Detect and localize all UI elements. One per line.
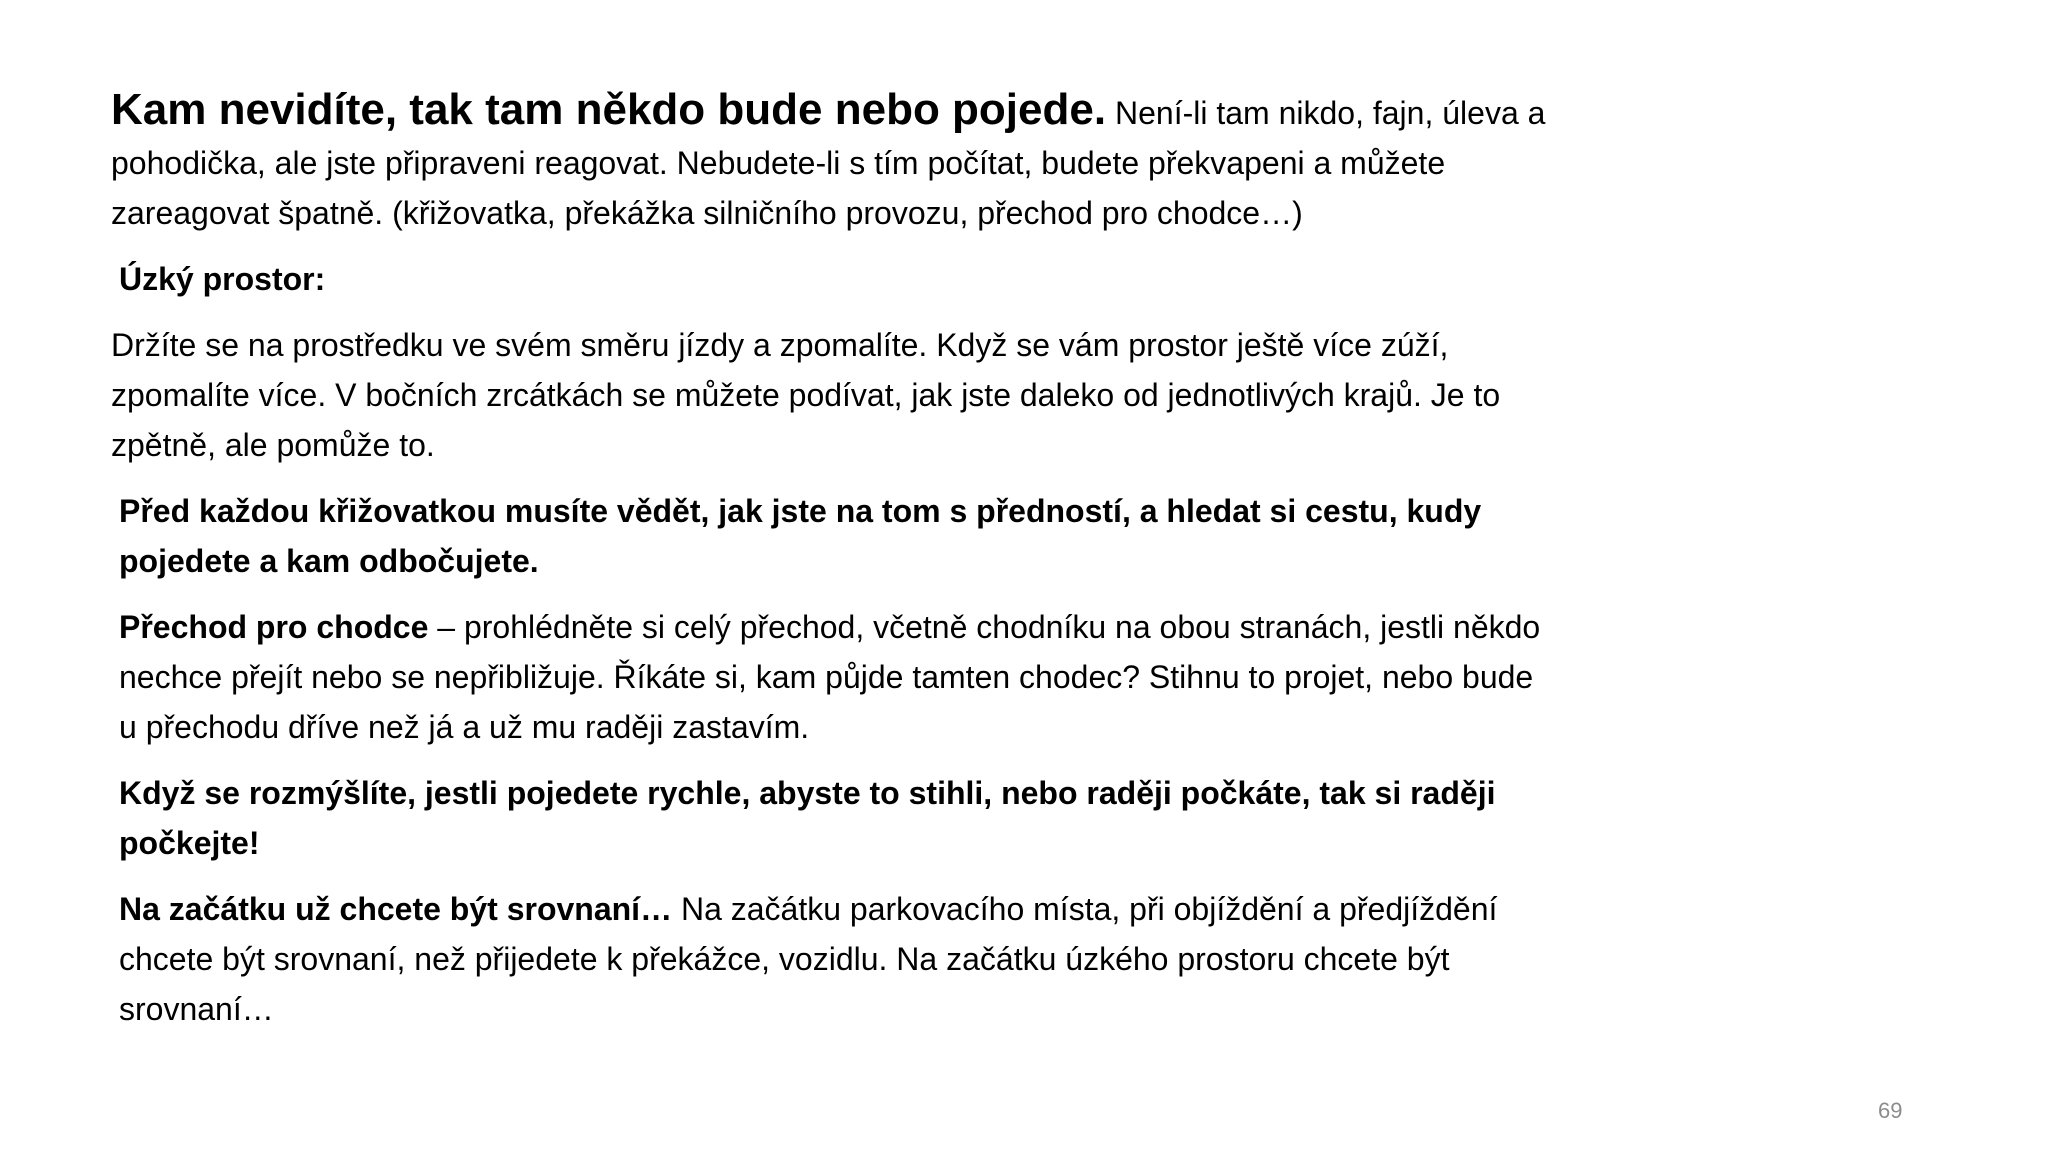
slide-content [111,85,1551,1050]
wait-paragraph: Když se rozmýšlíte, jestli pojedete rychle, abyste to stihli, nebo raději počkáte, tak si raději počkejte! [119,775,1496,861]
aligned-heading: Na začátku už chcete být srovnaní… [119,891,673,927]
pedestrian-crossing-text: – prohlédněte si celý přechod, včetně chodníku na obou stranách, jestli někdo nechce přejít nebo se nepřibližuje. Říkáte si, kam půjde tamten chodec? Stihnu to projet, nebo bude u přechodu dříve než já a už mu raději zastavím. [119,609,1541,745]
narrow-space-paragraph: Držíte se na prostředku ve svém směru jízdy a zpomalíte. Když se vám prostor ještě více zúží, zpomalíte více. V bočních zrcátkách se můžete podívat, jak jste daleko od jednotlivých krajů. Je to zpětně, ale pomůže to. [111,327,1501,463]
narrow-space-heading: Úzký prostor: [119,261,326,297]
blind-spots-heading: Kam nevidíte, tak tam někdo bude nebo pojede [111,85,1094,134]
intersection-paragraph: Před každou křižovatkou musíte vědět, jak jste na tom s předností, a hledat si cestu, kudy pojedete a kam odbočujete. [119,493,1482,579]
page-number: 69 [1878,1098,1903,1123]
pedestrian-crossing-heading: Přechod pro chodce [119,609,429,645]
blind-spots-text: Není-li tam nikdo, fajn, úleva a pohodička, ale jste připraveni reagovat. Nebudete-li s tím počítat, budete překvapeni a můžete zareagovat špatně. (křižovatka, překážka silničního provozu, přechod pro chodce…) [111,95,1546,231]
aligned-text: Na začátku parkovacího místa, při objíždění a předjíždění chcete být srovnaní, než přijedete k překážce, vozidlu. Na začátku úzkého prostoru chcete být srovnaní… [119,891,1498,1027]
pedestrian-crossing-paragraph [111,602,1551,752]
blind-spots-heading-dot: . [1093,85,1107,134]
paragraph-blind-spots [111,85,1551,238]
aligned-paragraph [111,884,1551,1034]
